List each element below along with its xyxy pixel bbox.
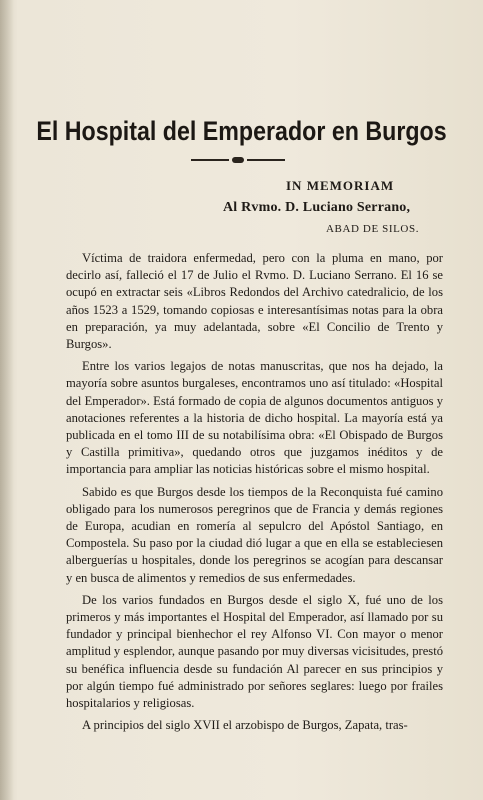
paragraph: Sabido es que Burgos desde los tiempos de la Reconquista fué camino obligado para los numerosos peregrinos que de Francia y demás regiones de Europa, acudian en romería al sepulcro del Apóstol Santiago, en Compostela. Su paso por la ciudad dió lugar a que en ella se estableciesen alberguerías u hospitales, donde los peregrinos se acogían para descansar y en busca de alimentos y remedios de sus enfermedades.: [66, 484, 443, 585]
dedicatee-role: ABAD DE SILOS.: [326, 223, 420, 235]
article-body: [66, 250, 443, 734]
ornament-line-left: [191, 159, 229, 161]
title-ornament: [191, 157, 285, 163]
in-memoriam-heading: IN MEMORIAM: [286, 178, 395, 193]
ornament-center: [232, 157, 244, 163]
ornament-line-right: [247, 159, 285, 161]
dedicatee-name: Al Rvmo. D. Luciano Serrano,: [223, 200, 411, 215]
paragraph: Entre los varios legajos de notas manuscritas, que nos ha dejado, la mayoría sobre asuntos burgaleses, encontramos uno así titulado: «Hospital del Emperador». Está formado de copia de algunos documentos antiguos y anotaciones referentes a la historia de dicho hospital. La mayoría está ya publicada en el tomo III de su notabilísima obra: «El Obispado de Burgos y Castilla primitiva», quedando otros que juzgamos inéditos y de importancia para ampliar las noticias históricas sobre el mismo hospital.: [66, 359, 443, 477]
paragraph: De los varios fundados en Burgos desde el siglo X, fué uno de los primeros y más importantes el Hospital del Emperador, así llamado por su fundador y principal bienhechor el rey Alfonso VI. Con mayor o menor amplitud y esplendor, aunque pasando por muy diversas vicisitudes, prestó su benéfica influencia desde su fundación Al parecer en sus principios y por algún tiempo fué administrado por señores seglares: luego por frailes hospitalarios y religiosas.: [66, 592, 443, 711]
paragraph: A principios del siglo XVII el arzobispo de Burgos, Zapata, tras-: [82, 718, 408, 733]
article-title: El Hospital del Emperador en Burgos: [36, 116, 447, 146]
page-gutter-shadow: [0, 0, 14, 800]
paragraph: Víctima de traidora enfermedad, pero con la pluma en mano, por decirlo así, falleció el 17 de Julio el Rvmo. D. Luciano Serrano. El 16 se ocupó en extractar seis «Libros Redondos del Archivo catedralicio, de los años 1523 a 1529, tomando copiosas e interesantísimas notas para la obra en preparación, ya muy adelantada, sobre «El Concilio de Trento y Burgos».: [66, 251, 443, 352]
